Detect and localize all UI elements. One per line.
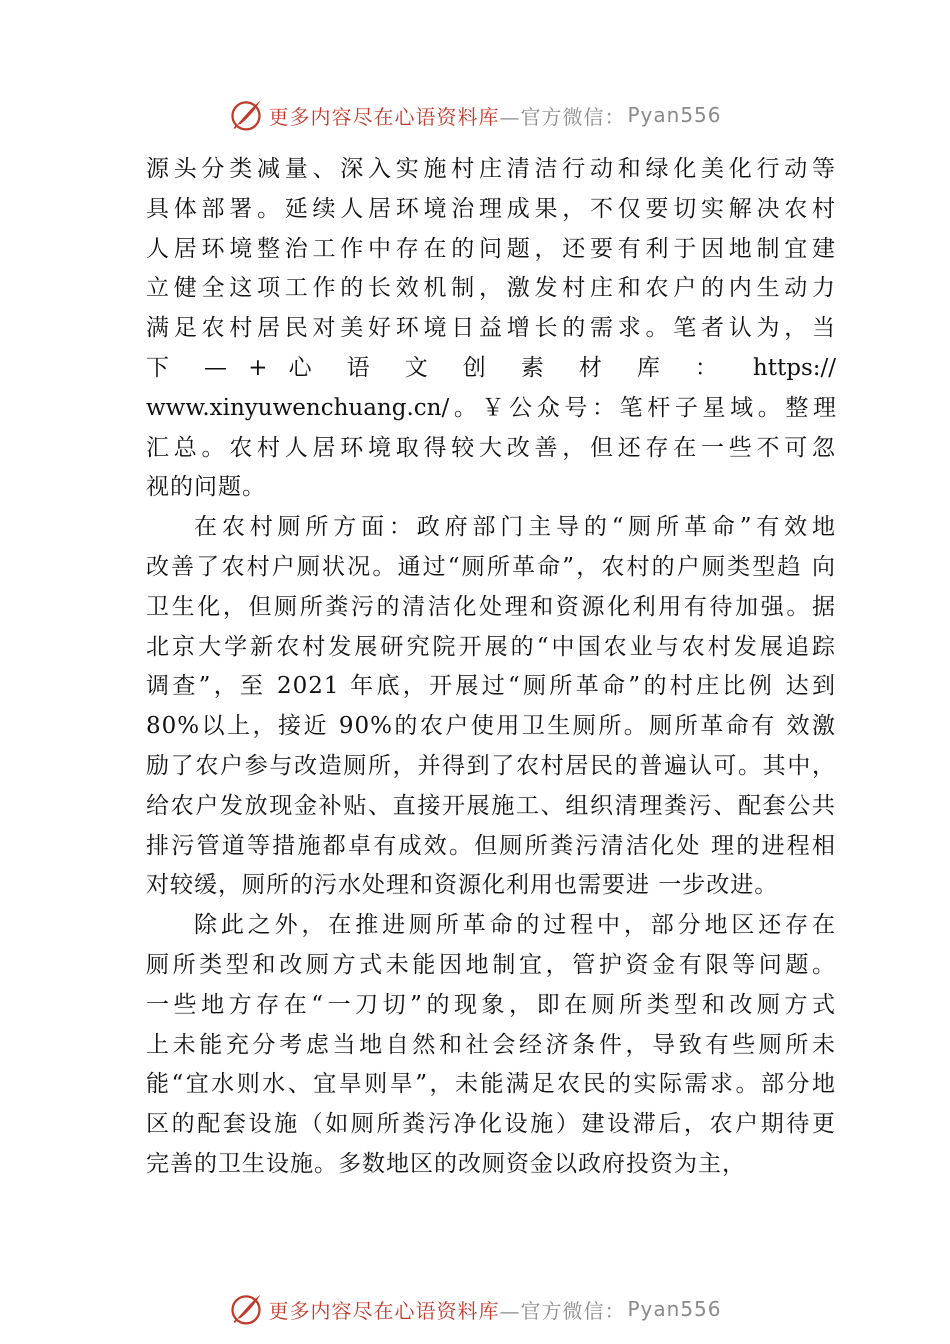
text-line: 下 — + 心 语 文 创 素 材 库 ： https:// <box>146 354 836 381</box>
text-line: 厕所类型和改厕方式未能因地制宜，管护资金有限等问题。 <box>146 951 836 978</box>
text-line: 给农户发放现金补贴、直接开展施工、组织清理粪污、配套公共 <box>146 792 836 819</box>
text-line: 完善的卫生设施。多数地区的改厕资金以政府投资为主， <box>146 1150 746 1177</box>
text-line: 视的问题。 <box>146 474 266 501</box>
text-line: 区的配套设施（如厕所粪污净化设施）建设滞后，农户期待更 <box>146 1111 836 1138</box>
text-line: 励了农户参与改造厕所，并得到了农村居民的普遍认可。其中， <box>146 752 836 779</box>
paragraph-3 <box>146 906 836 1185</box>
footer-watermark-banner <box>0 1289 950 1329</box>
text-line: 能“宜水则水、宜旱则旱”，未能满足农民的实际需求。部分地 <box>146 1071 836 1098</box>
text-line: 源头分类减量、深入实施村庄清洁行动和绿化美化行动等 <box>146 156 836 182</box>
paragraph-1 <box>146 150 836 508</box>
text-line: 80%以上，接近 90%的农户使用卫生厕所。厕所革命有 效激 <box>146 713 836 740</box>
paragraph-2 <box>146 508 836 906</box>
brand-text: 更多内容尽在心语资料库 <box>268 104 500 129</box>
text-line: 对较缓，厕所的污水处理和资源化利用也需要进 一步改进。 <box>146 872 779 899</box>
account-id: Pyan556 <box>627 1297 722 1321</box>
header-watermark-banner <box>0 95 950 135</box>
article-body <box>146 150 836 1185</box>
text-line: 人居环境整治工作中存在的问题，还要有利于因地制宜建 <box>146 235 836 262</box>
text-line: 汇总。农村人居环境取得较大改善，但还存在一些不可忽 <box>146 434 836 461</box>
text-line: 具体部署。延续人居环境治理成果，不仅要切实解决农村 <box>146 195 836 222</box>
brand-text: 更多内容尽在心语资料库 <box>268 1298 500 1323</box>
account-id: Pyan556 <box>627 103 722 127</box>
text-line: 满足农村居民对美好环境日益增长的需求。笔者认为，当 <box>146 315 836 342</box>
text-line: 调查”，至 2021 年底，开展过“厕所革命”的村庄比例 达到 <box>146 673 836 700</box>
text-line: 上未能充分考虑当地自然和社会经济条件，导致有些厕所未 <box>146 1031 836 1058</box>
text-line: 卫生化，但厕所粪污的清洁化处理和资源化利用有待加强。据 <box>146 593 836 620</box>
separator-text: —官方微信： <box>499 1298 626 1323</box>
text-line: 在农村厕所方面：政府部门主导的“厕所革命”有效地 <box>194 514 836 541</box>
text-line: 北京大学新农村发展研究院开展的“中国农业与农村发展追踪 <box>146 633 836 660</box>
text-line: 排污管道等措施都卓有成效。但厕所粪污清洁化处 理的进程相 <box>146 832 836 859</box>
text-line: 一些地方存在“一刀切”的现象，即在厕所类型和改厕方式 <box>146 991 836 1018</box>
text-line: 改善了农村户厕状况。通过“厕所革命”，农村的户厕类型趋 向 <box>146 553 836 580</box>
quill-logo-icon <box>228 1291 264 1327</box>
text-line: 立健全这项工作的长效机制，激发村庄和农户的内生动力 <box>146 275 836 302</box>
text-line: www.xinyuwenchuang.cn/。￥公众号：笔杆子星域。整理 <box>146 394 836 421</box>
text-line: 除此之外，在推进厕所革命的过程中，部分地区还存在 <box>194 912 836 939</box>
separator-text: —官方微信： <box>499 104 626 129</box>
quill-logo-icon <box>228 97 264 133</box>
